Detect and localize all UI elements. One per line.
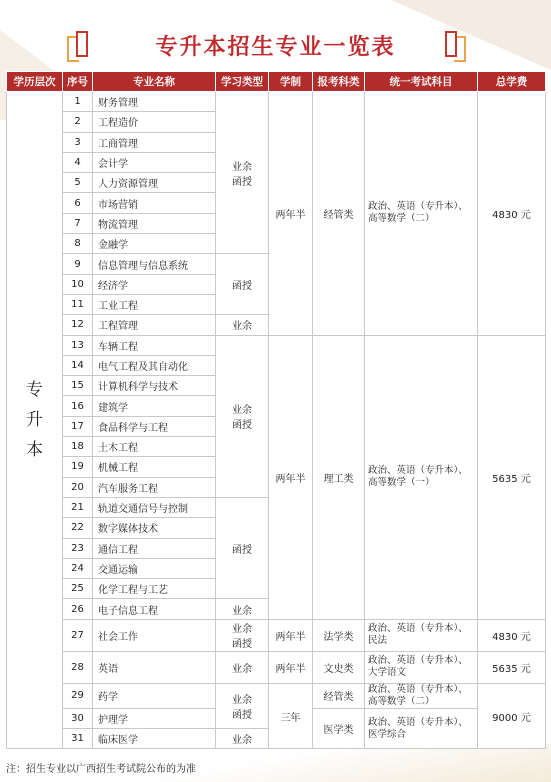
row-no: 14	[63, 355, 93, 375]
row-no: 17	[63, 416, 93, 436]
major-name: 工商管理	[93, 132, 216, 152]
fee-cell: 5635 元	[478, 651, 546, 683]
study-type-cell: 函授	[216, 254, 269, 315]
major-name: 信息管理与信息系统	[93, 254, 216, 274]
row-no: 10	[63, 274, 93, 294]
header-exam-subjects: 统一考试科目	[365, 72, 478, 92]
major-name: 车辆工程	[93, 335, 216, 355]
header-level: 学历层次	[7, 72, 63, 92]
duration-cell: 三年	[269, 683, 313, 749]
exam-subjects-cell: 政治、英语（专升本）、 高等数学（一）	[365, 335, 478, 619]
table-row	[7, 651, 546, 683]
row-no: 12	[63, 315, 93, 335]
major-table	[6, 71, 546, 749]
study-type-cell: 业余 函授	[216, 683, 269, 728]
row-no: 1	[63, 92, 93, 112]
row-no: 7	[63, 213, 93, 233]
row-no: 16	[63, 396, 93, 416]
duration-cell: 两年半	[269, 92, 313, 336]
row-no: 11	[63, 294, 93, 314]
row-no: 6	[63, 193, 93, 213]
major-name: 食品科学与工程	[93, 416, 216, 436]
major-name: 药学	[93, 683, 216, 708]
table-header-row	[7, 72, 546, 92]
category-cell: 法学类	[313, 619, 365, 651]
row-no: 29	[63, 683, 93, 708]
duration-cell: 两年半	[269, 651, 313, 683]
category-cell: 理工类	[313, 335, 365, 619]
table-row	[7, 619, 546, 651]
row-no: 18	[63, 437, 93, 457]
study-type-cell: 业余	[216, 651, 269, 683]
row-no: 4	[63, 152, 93, 172]
header-category: 报考科类	[313, 72, 365, 92]
major-name: 机械工程	[93, 457, 216, 477]
table-row	[7, 92, 546, 112]
major-name: 金融学	[93, 234, 216, 254]
header-fee: 总学费	[478, 72, 546, 92]
major-name: 汽车服务工程	[93, 477, 216, 497]
fee-cell: 5635 元	[478, 335, 546, 619]
exam-subjects-cell: 政治、英语（专升本）、 高等数学（二）	[365, 92, 478, 336]
exam-subjects-cell: 政治、英语（专升本）、 医学综合	[365, 708, 478, 749]
category-cell: 医学类	[313, 708, 365, 749]
exam-subjects-cell: 政治、英语（专升本）、 民法	[365, 619, 478, 651]
header-no: 序号	[63, 72, 93, 92]
major-name: 社会工作	[93, 619, 216, 651]
study-type-cell: 业余	[216, 729, 269, 749]
major-name: 电子信息工程	[93, 599, 216, 619]
major-name: 轨道交通信号与控制	[93, 497, 216, 517]
major-name: 市场营销	[93, 193, 216, 213]
study-type-cell: 业余 函授	[216, 335, 269, 497]
fee-cell: 4830 元	[478, 92, 546, 336]
category-cell: 经管类	[313, 92, 365, 336]
major-name: 会计学	[93, 152, 216, 172]
major-name: 临床医学	[93, 729, 216, 749]
major-name: 土木工程	[93, 437, 216, 457]
study-type-cell: 业余 函授	[216, 92, 269, 254]
row-no: 30	[63, 708, 93, 728]
row-no: 22	[63, 518, 93, 538]
row-no: 21	[63, 497, 93, 517]
study-type-cell: 业余 函授	[216, 619, 269, 651]
row-no: 9	[63, 254, 93, 274]
major-name: 工程管理	[93, 315, 216, 335]
major-name: 工程造价	[93, 112, 216, 132]
table-row	[7, 335, 546, 355]
major-name: 物流管理	[93, 213, 216, 233]
row-no: 28	[63, 651, 93, 683]
major-name: 建筑学	[93, 396, 216, 416]
category-cell: 经管类	[313, 683, 365, 708]
row-no: 13	[63, 335, 93, 355]
header-major: 专业名称	[93, 72, 216, 92]
row-no: 8	[63, 234, 93, 254]
row-no: 19	[63, 457, 93, 477]
study-type-cell: 业余	[216, 315, 269, 335]
duration-cell: 两年半	[269, 335, 313, 619]
study-type-cell: 业余	[216, 599, 269, 619]
study-type-cell: 函授	[216, 497, 269, 598]
row-no: 25	[63, 579, 93, 599]
row-no: 23	[63, 538, 93, 558]
major-name: 经济学	[93, 274, 216, 294]
exam-subjects-cell: 政治、英语（专升本）、 高等数学（二）	[365, 683, 478, 708]
major-name: 计算机科学与技术	[93, 376, 216, 396]
fee-cell: 9000 元	[478, 683, 546, 749]
header-duration: 学制	[269, 72, 313, 92]
row-no: 27	[63, 619, 93, 651]
category-cell: 文史类	[313, 651, 365, 683]
exam-subjects-cell: 政治、英语（专升本）、 大学语文	[365, 651, 478, 683]
row-no: 3	[63, 132, 93, 152]
row-no: 5	[63, 173, 93, 193]
page-title: 专升本招生专业一览表	[155, 35, 396, 60]
header-study-type: 学习类型	[216, 72, 269, 92]
major-name: 交通运输	[93, 558, 216, 578]
fee-cell: 4830 元	[478, 619, 546, 651]
major-name: 数字媒体技术	[93, 518, 216, 538]
row-no: 2	[63, 112, 93, 132]
major-name: 工业工程	[93, 294, 216, 314]
major-name: 通信工程	[93, 538, 216, 558]
footnote: 注：招生专业以广西招生考试院公布的为准	[6, 764, 196, 775]
row-no: 31	[63, 729, 93, 749]
row-no: 20	[63, 477, 93, 497]
major-name: 人力资源管理	[93, 173, 216, 193]
duration-cell: 两年半	[269, 619, 313, 651]
row-no: 26	[63, 599, 93, 619]
level-cell: 专 升 本	[7, 92, 63, 749]
major-name: 化学工程与工艺	[93, 579, 216, 599]
major-name: 护理学	[93, 708, 216, 728]
major-name: 财务管理	[93, 92, 216, 112]
table-row	[7, 683, 546, 708]
row-no: 15	[63, 376, 93, 396]
major-name: 英语	[93, 651, 216, 683]
row-no: 24	[63, 558, 93, 578]
major-name: 电气工程及其自动化	[93, 355, 216, 375]
